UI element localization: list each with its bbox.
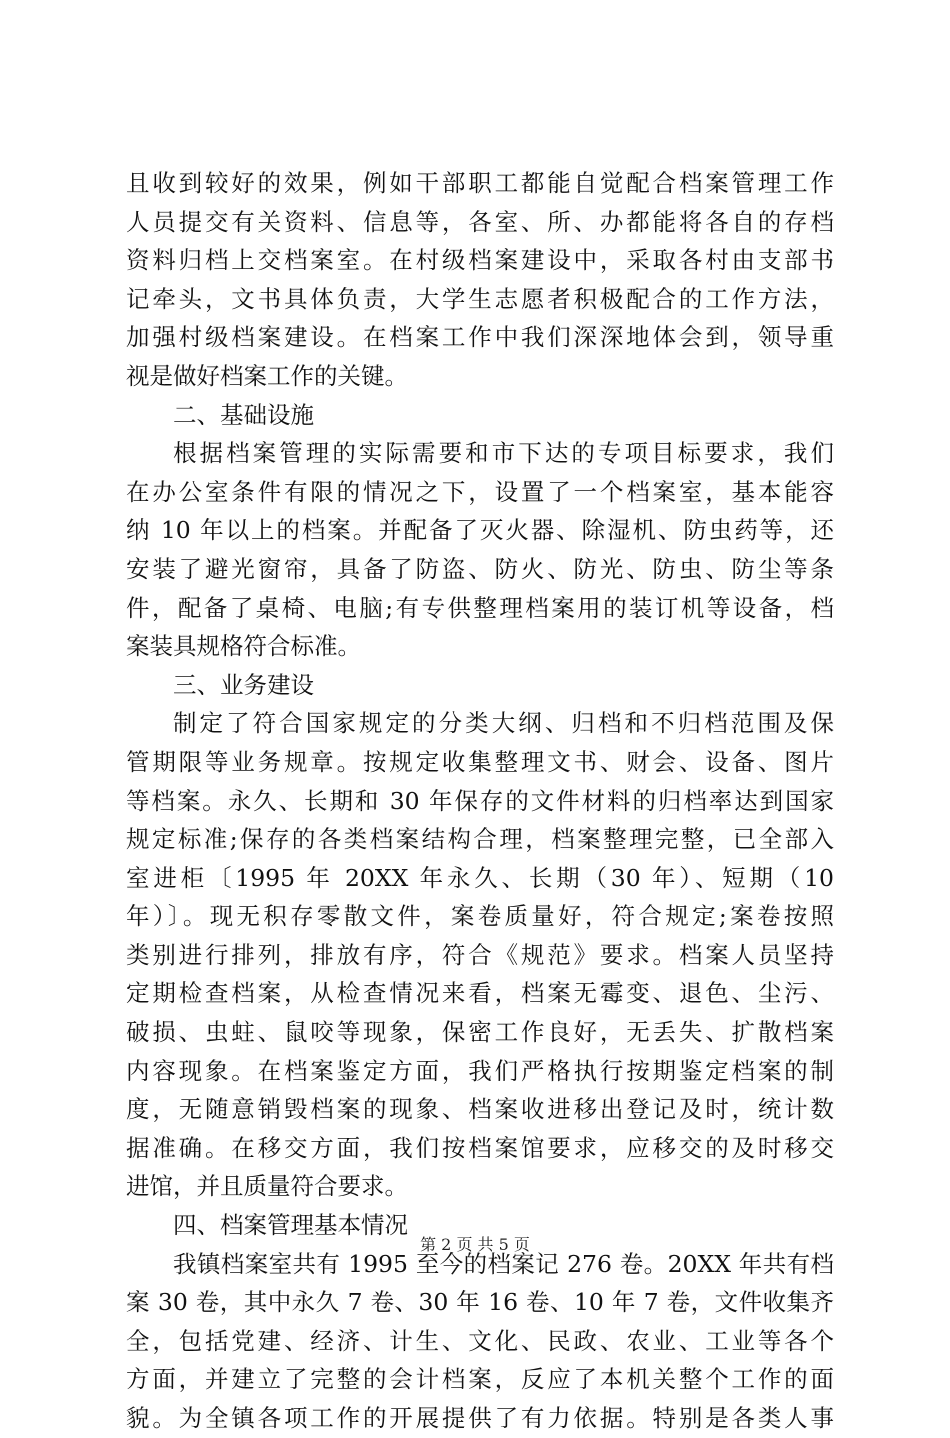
text-line: 破损、虫蛀、鼠咬等现象，保密工作良好，无丢失、扩散档案 — [126, 1018, 834, 1047]
text-line: 据准确。在移交方面，我们按档案馆要求，应移交的及时移交 — [126, 1133, 834, 1162]
text-line: 方面，并建立了完整的会计档案，反应了本机关整个工作的面 — [126, 1365, 834, 1394]
text-line: 我镇档案室共有 1995 至今的档案记 276 卷。20XX 年共有档 — [173, 1249, 834, 1278]
text-line: 人员提交有关资料、信息等，各室、所、办都能将各自的存档 — [126, 207, 834, 236]
text-line: 室进柜〔1995 年 20XX 年永久、长期（30 年）、短期（10 — [126, 863, 834, 892]
text-line: 规定标准;保存的各类档案结构合理，档案整理完整，已全部入 — [126, 825, 834, 854]
text-line: 纳 10 年以上的档案。并配备了灭火器、除湿机、防虫药等，还 — [126, 516, 834, 545]
section-heading: 二、基础设施 — [173, 400, 314, 429]
text-line: 制定了符合国家规定的分类大纲、归档和不归档范围及保 — [173, 709, 834, 738]
text-line: 且收到较好的效果，例如干部职工都能自觉配合档案管理工作 — [126, 169, 834, 197]
text-line: 貌。为全镇各项工作的开展提供了有力依据。特别是各类人事 — [126, 1404, 834, 1432]
text-line: 内容现象。在档案鉴定方面，我们严格执行按期鉴定档案的制 — [126, 1056, 834, 1085]
text-line: 视是做好档案工作的关键。 — [126, 361, 408, 390]
text-line: 管期限等业务规章。按规定收集整理文书、财会、设备、图片 — [126, 747, 834, 776]
section-heading: 三、业务建设 — [173, 670, 314, 699]
text-line: 件，配备了桌椅、电脑;有专供整理档案用的装订机等设备，档 — [126, 593, 834, 622]
text-line: 度，无随意销毁档案的现象、档案收进移出登记及时，统计数 — [126, 1095, 834, 1124]
text-line: 案装具规格符合标准。 — [126, 632, 361, 661]
section-heading: 四、档案管理基本情况 — [173, 1211, 408, 1240]
text-line: 根据档案管理的实际需要和市下达的专项目标要求，我们 — [173, 439, 834, 468]
text-line: 资料归档上交档案室。在村级档案建设中，采取各村由支部书 — [126, 246, 834, 275]
text-line: 定期检查档案，从检查情况来看，档案无霉变、退色、尘污、 — [126, 979, 834, 1008]
text-line: 加强村级档案建设。在档案工作中我们深深地体会到，领导重 — [126, 323, 834, 352]
text-line: 记牵头，文书具体负责，大学生志愿者积极配合的工作方法， — [126, 284, 834, 313]
text-line: 年）〕。现无积存零散文件，案卷质量好，符合规定;案卷按照 — [126, 902, 834, 931]
text-line: 等档案。永久、长期和 30 年保存的文件材料的归档率达到国家 — [126, 786, 834, 815]
text-line: 案 30 卷，其中永久 7 卷、30 年 16 卷、10 年 7 卷，文件收集齐 — [126, 1288, 834, 1317]
text-line: 安装了避光窗帘，具备了防盗、防火、防光、防虫、防尘等条 — [126, 554, 834, 583]
page-footer: 第 2 页 共 5 页 — [420, 1235, 530, 1254]
text-line: 进馆，并且质量符合要求。 — [126, 1172, 408, 1201]
text-line: 在办公室条件有限的情况之下，设置了一个档案室，基本能容 — [126, 477, 834, 506]
text-line: 全，包括党建、经济、计生、文化、民政、农业、工业等各个 — [126, 1326, 834, 1355]
text-line: 类别进行排列，排放有序，符合《规范》要求。档案人员坚持 — [126, 940, 834, 969]
